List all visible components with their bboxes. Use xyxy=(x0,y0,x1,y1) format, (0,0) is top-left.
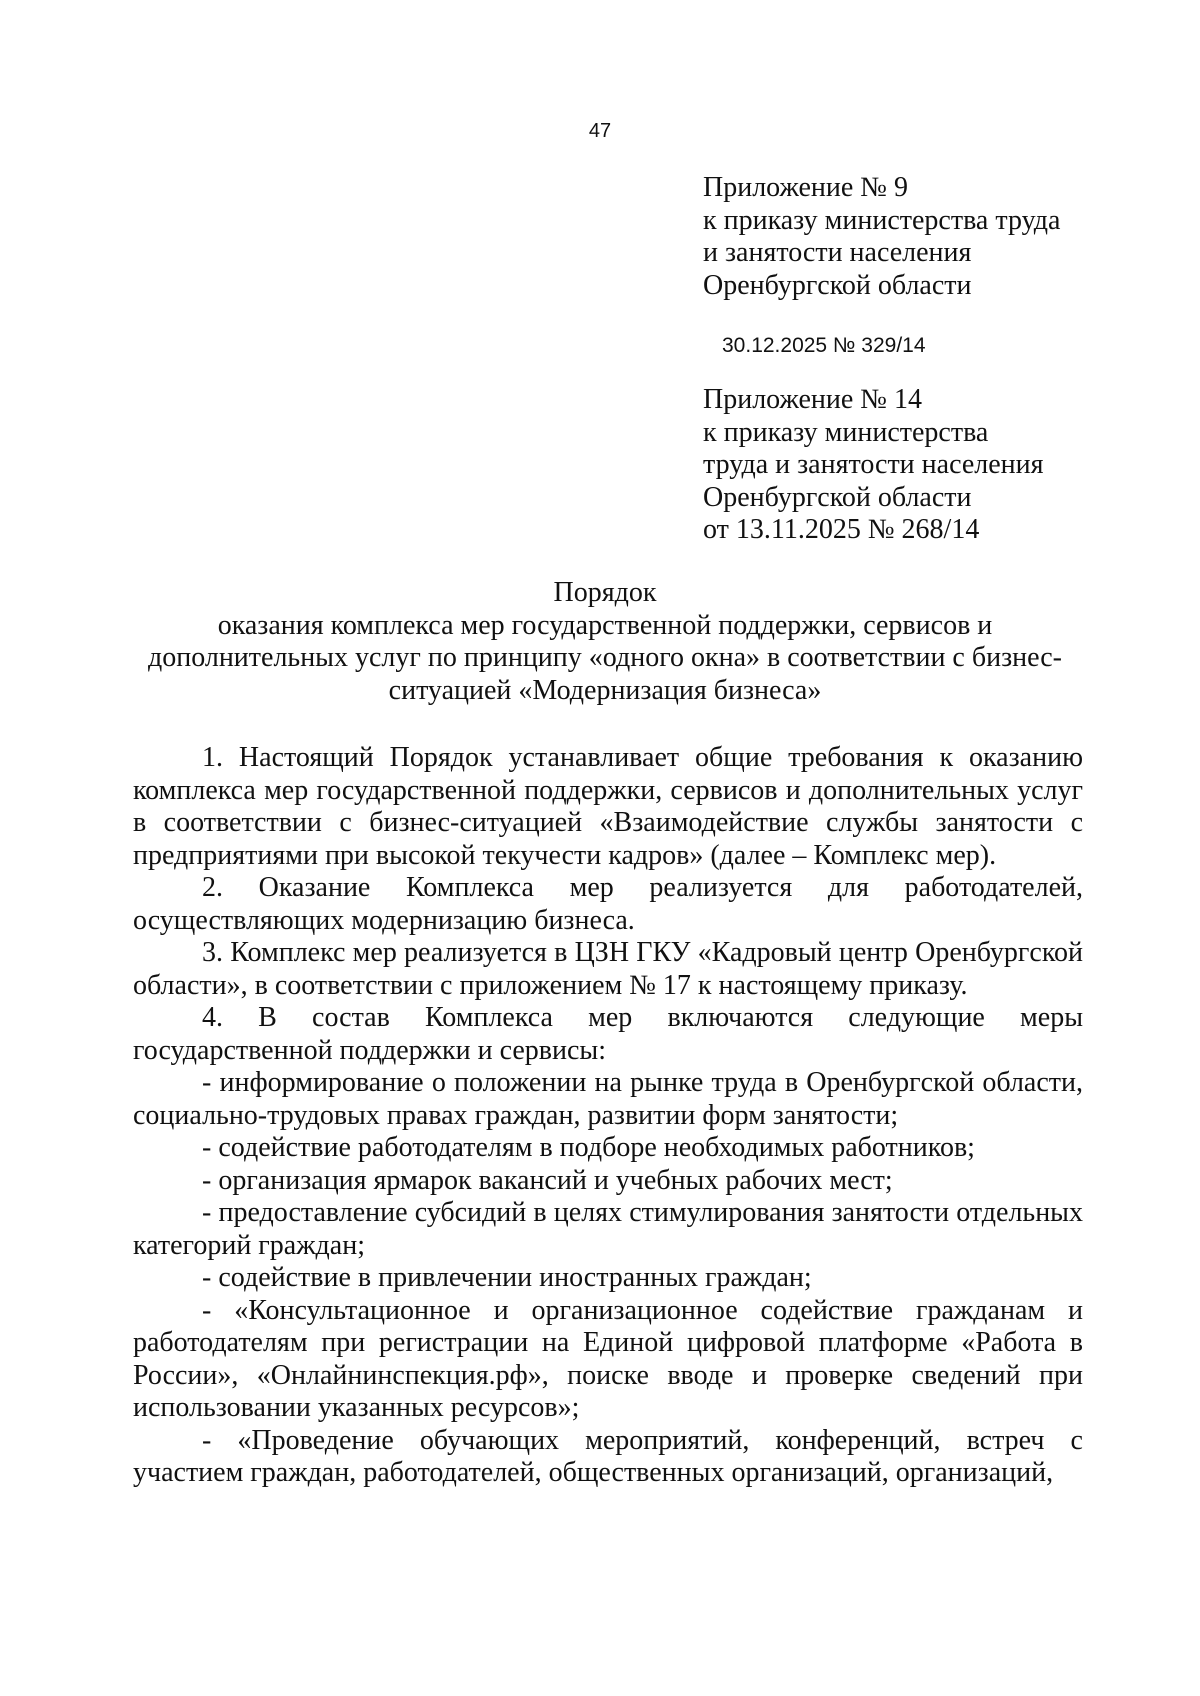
paragraph-3: 3. Комплекс мер реализуется в ЦЗН ГКУ «Кадровый центр Оренбургской области», в соответствии с приложением № 17 к настоящему приказу. xyxy=(133,937,1083,1001)
appendix-14-line: Приложение № 14 xyxy=(703,384,922,415)
appendix-9-line: к приказу министерства труда xyxy=(703,204,1061,236)
appendix-14-line: от 13.11.2025 № 268/14 xyxy=(703,514,980,545)
document-body xyxy=(133,742,1083,1490)
page-number: 47 xyxy=(588,120,612,142)
appendix-14-header xyxy=(703,384,1044,547)
appendix-9-line: и занятости населения xyxy=(703,237,972,268)
list-item-consulting: - «Консультационное и организационное содействие гражданам и работодателям при регистрации на Единой цифровой платформе «Работа в России», «Онлайнинспекция.рф», поиске вводе и проверке сведений при использовании указанных ресурсов»; xyxy=(133,1294,1083,1423)
document-title xyxy=(130,577,1080,707)
appendix-14-line: к приказу министерства xyxy=(703,416,989,448)
appendix-9-header xyxy=(703,172,1060,302)
paragraph-1: 1. Настоящий Порядок устанавливает общие требования к оказанию комплекса мер государственной поддержки, сервисов и дополнительных услуг в соответствии с бизнес-ситуацией «Взаимодействие службы занятости с предприятиями при высокой текучести кадров» (далее – Комплекс мер). xyxy=(133,742,1083,871)
list-item-training-events: - «Проведение обучающих мероприятий, конференций, встреч с участием граждан, работодателей, общественных организаций, организаций, xyxy=(133,1424,1083,1488)
appendix-9-line: Приложение № 9 xyxy=(703,172,908,203)
list-item-subsidies: - предоставление субсидий в целях стимулирования занятости отдельных категорий граждан; xyxy=(133,1197,1083,1261)
title-line: ситуацией «Модернизация бизнеса» xyxy=(388,674,822,706)
title-line: оказания комплекса мер государственной поддержки, сервисов и xyxy=(217,609,993,641)
title-line: дополнительных услуг по принципу «одного окна» в соответствии с бизнес- xyxy=(147,642,1063,673)
title-heading: Порядок xyxy=(553,577,657,608)
paragraph-2: 2. Оказание Комплекса мер реализуется для работодателей, осуществляющих модернизацию бизнеса. xyxy=(133,872,1083,936)
list-item-informing: - информирование о положении на рынке труда в Оренбургской области, социально-трудовых правах граждан, развитии форм занятости; xyxy=(133,1067,1083,1131)
paragraph-4: 4. В состав Комплекса мер включаются следующие меры государственной поддержки и сервисы: xyxy=(133,1002,1083,1066)
appendix-14-line: Оренбургской области xyxy=(703,481,972,513)
list-item-foreign-citizens: - содействие в привлечении иностранных граждан; xyxy=(202,1262,812,1293)
decree-date-number: 30.12.2025 № 329/14 xyxy=(722,334,926,357)
appendix-14-line: труда и занятости населения xyxy=(703,449,1044,480)
list-item-recruitment: - содействие работодателям в подборе необходимых работников; xyxy=(202,1132,975,1163)
appendix-9-line: Оренбургской области xyxy=(703,269,972,301)
list-item-job-fairs: - организация ярмарок вакансий и учебных рабочих мест; xyxy=(202,1164,893,1196)
